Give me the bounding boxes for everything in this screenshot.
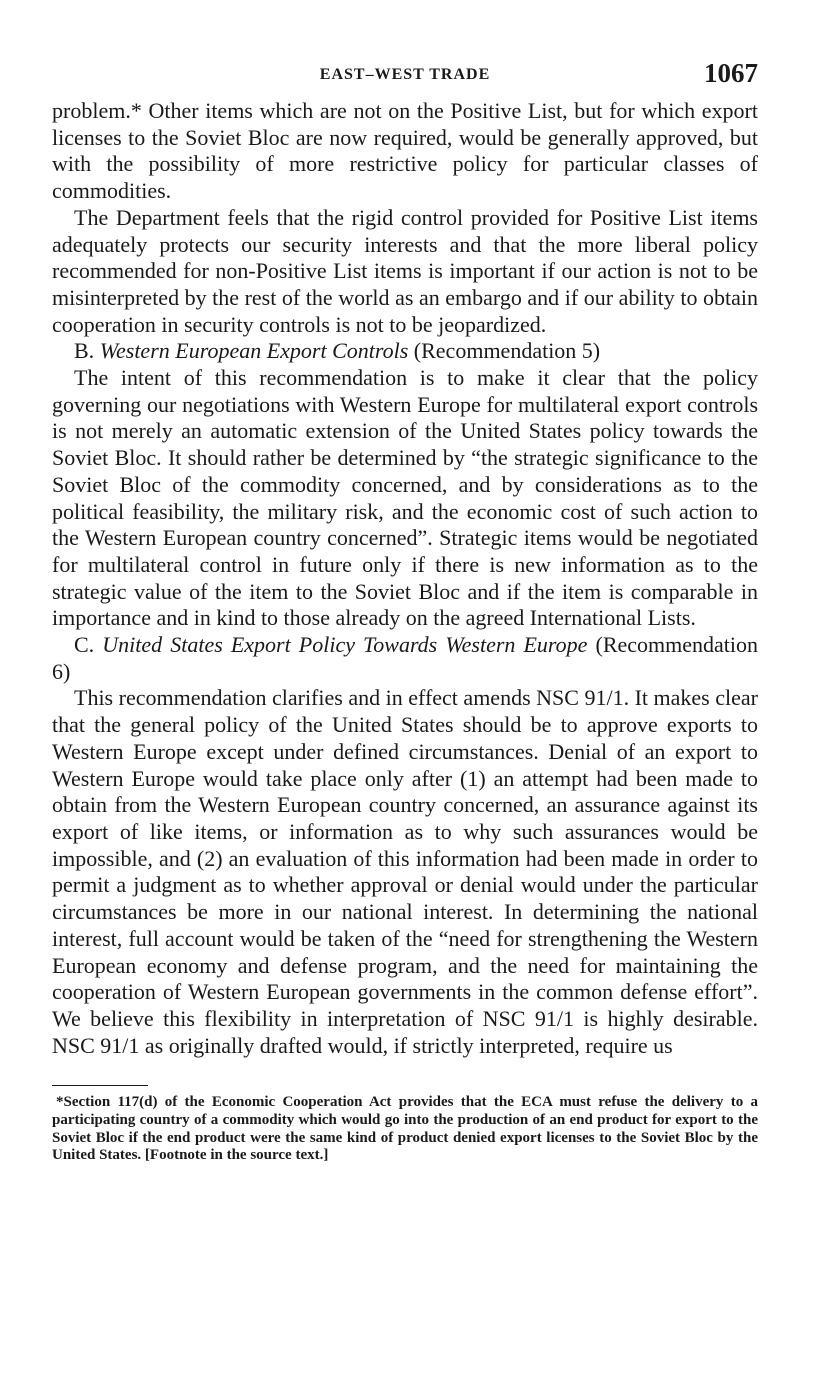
paragraph-western-controls: The intent of this recommendation is to make it clear that the policy governing our negotiations with Western Europe for multilateral export controls is not merely an automatic extension of the United States policy towards the Soviet Bloc. It should rather be determined by “the strategic significance to the Soviet Bloc of the commodity concerned, and by considerations as to the political feasibility, the military risk, and the economic cost of such action to the Western European country concerned”. Strategic items would be negotiated for multilateral control in future only if there is new information as to the strategic value of the item to the Soviet Bloc and if the item is comparable in importance and in kind to those already on the agreed International Lists. bbox=[52, 365, 758, 631]
document-page bbox=[52, 58, 758, 1165]
running-header bbox=[52, 58, 758, 98]
page-number: 1067 bbox=[704, 58, 758, 88]
section-heading-c bbox=[52, 632, 758, 685]
section-label-c: C. bbox=[74, 632, 95, 658]
running-title: EAST–WEST TRADE bbox=[319, 66, 491, 83]
paragraph-continuation: problem.* Other items which are not on the Positive List, but for which export licenses to the Soviet Bloc are now required, would be generally approved, but with the possibility of more restrictive policy for particular classes of commodities. bbox=[52, 98, 758, 204]
section-ref-b: (Recommendation 5) bbox=[413, 338, 601, 364]
paragraph-export-policy: This recommendation clarifies and in effect amends NSC 91/1. It makes clear that the general policy of the United States should be to approve exports to Western Europe except under defined circumstances. Denial of an export to Western Europe would take place only after (1) an attempt had been made to obtain from the Western European country concerned, an assurance against its export of like items, or information as to why such assurances would be impossible, and (2) an evaluation of this information had been made in order to permit a judgment as to whether approval or denial would under the particular circumstances be more in our national interest. In determining the national interest, full account would be taken of the “need for strengthening the Western European economy and defense program, and the need for maintaining the cooperation of Western European governments in the common defense effort”. We believe this flexibility in interpretation of NSC 91/1 is highly desirable. NSC 91/1 as originally drafted would, if strictly interpreted, require us bbox=[52, 685, 758, 1058]
body-text bbox=[52, 98, 758, 1059]
paragraph-department-view: The Department feels that the rigid control provided for Positive List items adequately protects our security interests and that the more liberal policy recommended for non-Positive List items is important if our action is not to be misinterpreted by the rest of the world as an embargo and if our ability to obtain cooperation in security controls is not to be jeopardized. bbox=[52, 204, 758, 337]
section-ref-c: (Recommendation 6) bbox=[52, 632, 759, 684]
section-title-c: United States Export Policy Towards Western Europe bbox=[102, 632, 588, 658]
section-title-b: Western European Export Controls bbox=[99, 338, 409, 364]
footnote: *Section 117(d) of the Economic Cooperation Act provides that the ECA must refuse the delivery to a participating country of a commodity which would go into the production of an end product for export to the Soviet Bloc if the end product were the same kind of product denied export licenses to the Soviet Bloc by the United States. [Footnote in the source text.] bbox=[52, 1094, 758, 1164]
section-heading-b bbox=[52, 338, 758, 365]
footnote-divider bbox=[52, 1085, 148, 1086]
section-label-b: B. bbox=[74, 338, 95, 364]
